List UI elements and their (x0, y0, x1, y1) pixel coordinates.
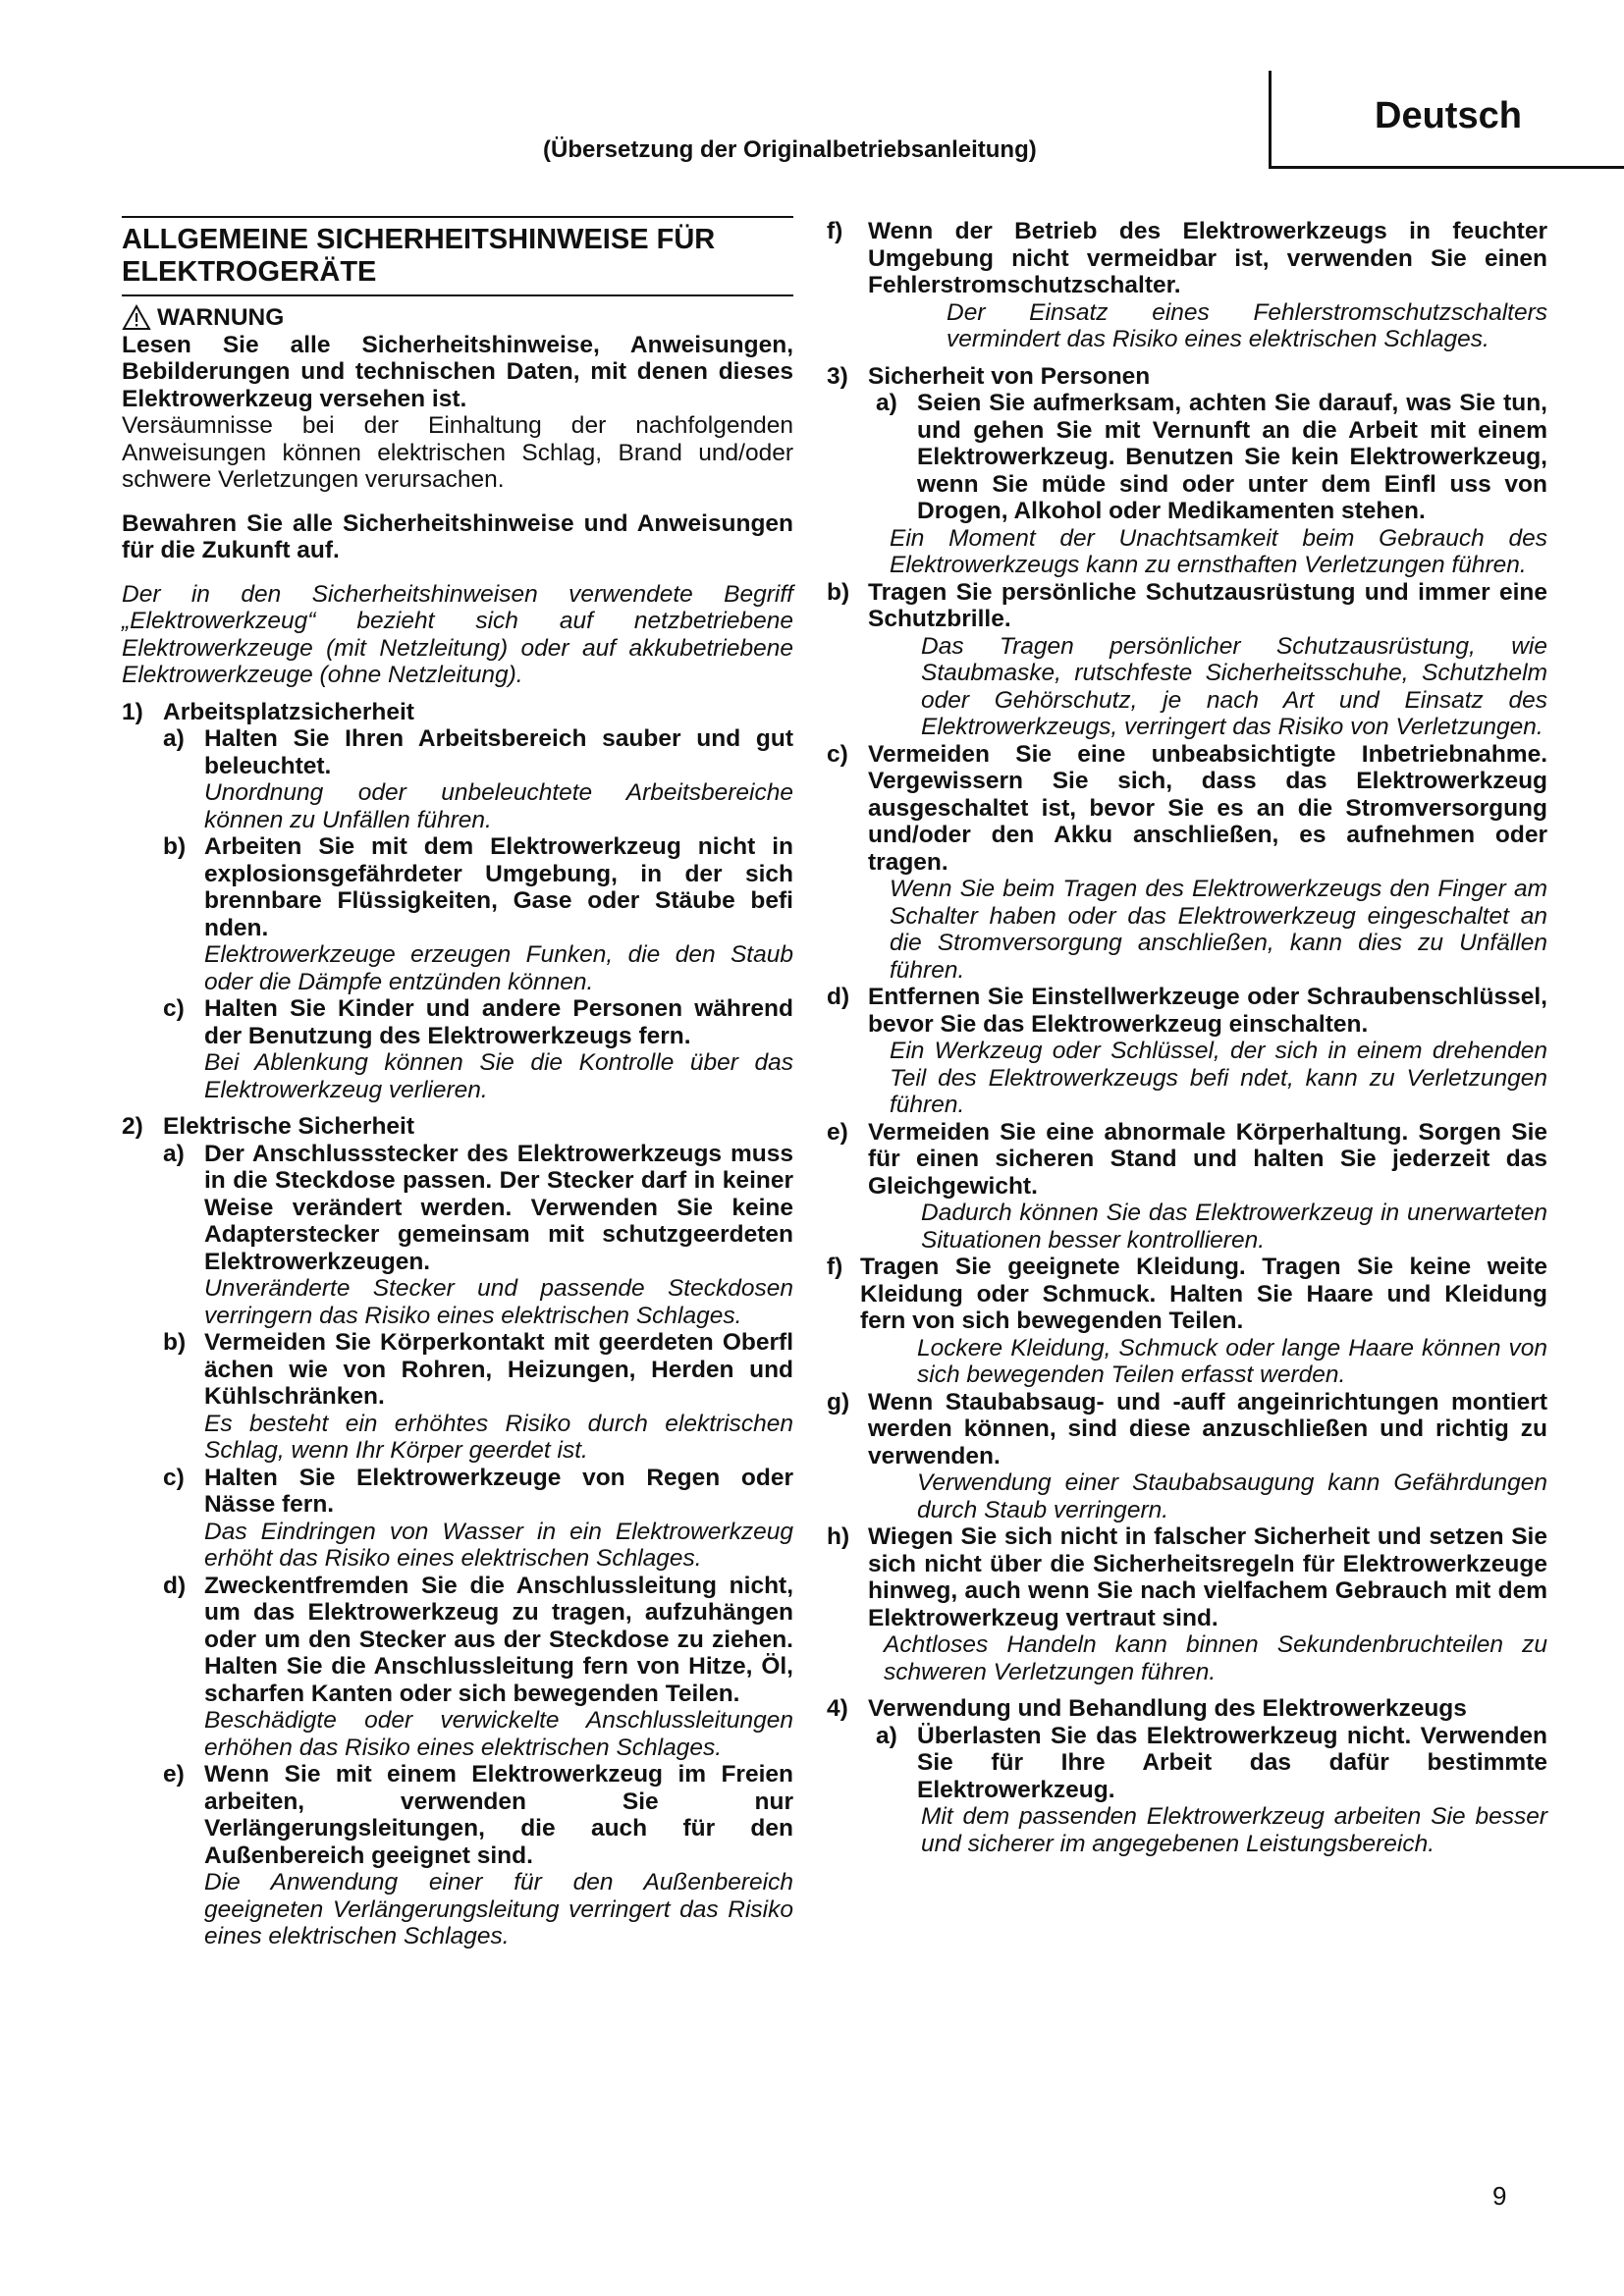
item-note: Das Tragen persönlicher Schutzausrüstung, wie Staubmaske, rutschfeste Sicherheitsschuhe, Schutzhelm oder Gehörschutz, je nach Art und Einsatz des Elektrowerkzeugs, verringert das Risiko von Verletzungen. (921, 632, 1547, 740)
section-title: Sicherheit von Personen (868, 362, 1151, 390)
item-text: Überlasten Sie das Elektrowerkzeug nicht. Verwenden Sie für Ihre Arbeit das dafür bestimmte Elektrowerkzeug. (917, 1722, 1547, 1803)
section-title: Arbeitsplatzsicherheit (163, 698, 414, 725)
list-item (122, 995, 793, 1049)
item-label: e) (163, 1761, 185, 1788)
list-item (122, 1465, 793, 1519)
item-text: Wiegen Sie sich nicht in falscher Sicherheit und setzen Sie sich nicht über die Sicherheitsregeln für Elektrowerkzeuge hinweg, auch wenn Sie nach vielfachem Gebrauch mit dem Elektrowerkzeug vertraut sind. (868, 1523, 1547, 1631)
item-note: Ein Moment der Unachtsamkeit beim Gebrauch des Elektrowerkzeugs kann zu ernsthaften Verletzungen führen. (890, 524, 1547, 578)
item-label: c) (163, 1464, 185, 1491)
warning-text: Versäumnisse bei der Einhaltung der nachfolgenden Anweisungen können elektrischen Schlag, Brand und/oder schwere Verletzungen verursachen. (122, 412, 793, 493)
list-item (827, 1523, 1547, 1631)
item-note: Die Anwendung einer für den Außenbereich geeigneten Verlängerungsleitung verringert das Risiko eines elektrischen Schlages. (204, 1869, 793, 1949)
list-item (827, 1119, 1547, 1201)
item-text: Vermeiden Sie eine unbeabsichtigte Inbetriebnahme. Vergewissern Sie sich, dass das Elektrowerkzeug ausgeschaltet ist, bevor Sie es an die Stromversorgung und/oder den Akku anschließen, es aufnehmen oder tragen. (868, 740, 1547, 876)
list-item (122, 833, 793, 941)
item-text: Arbeiten Sie mit dem Elektrowerkzeug nicht in explosionsgefährdeter Umgebung, in der sich brennbare Flüssigkeiten, Gase oder Stäube befi nden. (204, 833, 793, 941)
item-note: Das Eindringen von Wasser in ein Elektrowerkzeug erhöht das Risiko eines elektrischen Schlages. (204, 1518, 793, 1572)
item-note: Unordnung oder unbeleuchtete Arbeitsbereiche können zu Unfällen führen. (204, 779, 793, 833)
section-number: 4) (827, 1695, 848, 1722)
language-label: Deutsch (1375, 95, 1522, 136)
item-text: Entfernen Sie Einstellwerkzeuge oder Schraubenschlüssel, bevor Sie das Elektrowerkzeug einschalten. (868, 984, 1547, 1038)
item-label: b) (827, 578, 850, 606)
item-text: Halten Sie Ihren Arbeitsbereich sauber und gut beleuchtet. (204, 725, 793, 779)
section-heading (827, 1695, 1547, 1723)
section-title: Elektrische Sicherheit (163, 1113, 415, 1140)
warning-heading (122, 304, 793, 332)
section-number: 3) (827, 362, 848, 390)
list-item (827, 1389, 1547, 1470)
list-item (827, 1723, 1547, 1804)
item-label: c) (163, 995, 185, 1022)
list-item (122, 1761, 793, 1869)
item-label: h) (827, 1523, 850, 1550)
item-note: Unveränderte Stecker und passende Steckdosen verringern das Risiko eines elektrischen Schlages. (204, 1275, 793, 1329)
item-text: Seien Sie aufmerksam, achten Sie darauf, was Sie tun, und gehen Sie mit Vernunft an die Arbeit mit einem Elektrowerkzeug. Benutzen Sie kein Elektrowerkzeug, wenn Sie müde sind oder unter dem Einfl uss von Drogen, Alkohol oder Medikamenten stehen. (917, 390, 1547, 524)
section-heading (122, 1113, 793, 1141)
warning-label: WARNUNG (157, 304, 285, 331)
item-label: a) (163, 1140, 185, 1167)
item-text: Vermeiden Sie Körperkontakt mit geerdeten Oberfl ächen wie von Rohren, Heizungen, Herden und Kühlschränken. (204, 1329, 793, 1410)
section-heading (827, 363, 1547, 391)
item-note: Bei Ablenkung können Sie die Kontrolle über das Elektrowerkzeug verlieren. (204, 1049, 793, 1103)
item-text: Wenn Sie mit einem Elektrowerkzeug im Freien arbeiten, verwenden Sie nur Verlängerungsleitungen, die auch für den Außenbereich geeignet sind. (204, 1761, 793, 1869)
list-item (827, 390, 1547, 525)
list-item (827, 579, 1547, 633)
document-subtitle: (Übersetzung der Originalbetriebsanleitung) (543, 136, 1037, 163)
item-label: d) (163, 1572, 187, 1599)
item-note: Achtloses Handeln kann binnen Sekundenbruchteilen zu schweren Verletzungen führen. (884, 1631, 1547, 1685)
list-item (827, 741, 1547, 877)
list-item (122, 1329, 793, 1411)
item-text: Wenn Staubabsaug- und -auff angeinrichtungen montiert werden können, sind diese anzuschließen und richtig zu verwenden. (868, 1388, 1547, 1469)
item-text: Tragen Sie geeignete Kleidung. Tragen Sie keine weite Kleidung oder Schmuck. Halten Sie Haare und Kleidung fern von sich bewegenden Teilen. (860, 1254, 1547, 1334)
item-note: Dadurch können Sie das Elektrowerkzeug in unerwarteten Situationen besser kontrollieren. (921, 1200, 1547, 1254)
item-label: b) (163, 833, 187, 860)
section-number: 1) (122, 698, 143, 725)
item-text: Halten Sie Kinder und andere Personen während der Benutzung des Elektrowerkzeugs fern. (204, 995, 793, 1049)
item-text: Zweckentfremden Sie die Anschlussleitung nicht, um das Elektrowerkzeug zu tragen, aufzuhängen oder um den Stecker aus der Steckdose zu ziehen. Halten Sie die Anschlussleitung fern von Hitze, Öl, scharfen Kanten oder sich bewegenden Teilen. (204, 1572, 793, 1707)
section-number: 2) (122, 1113, 143, 1140)
item-note: Mit dem passenden Elektrowerkzeug arbeiten Sie besser und sicherer im angegebenen Leistungsbereich. (921, 1803, 1547, 1857)
list-item (122, 1573, 793, 1708)
warning-triangle-icon (122, 304, 151, 331)
item-label: a) (876, 390, 897, 416)
section-title: ALLGEMEINE SICHERHEITSHINWEISE FÜR ELEKTROGERÄTE (122, 216, 793, 296)
list-item (827, 218, 1547, 299)
list-item (827, 1254, 1547, 1335)
list-item (827, 984, 1547, 1038)
item-note: Verwendung einer Staubabsaugung kann Gefährdungen durch Staub verringern. (917, 1469, 1547, 1523)
keep-instructions: Bewahren Sie alle Sicherheitshinweise und Anweisungen für die Zukunft auf. (122, 509, 793, 563)
item-text: Tragen Sie persönliche Schutzausrüstung und immer eine Schutzbrille. (868, 578, 1547, 632)
definition-text: Der in den Sicherheitshinweisen verwendete Begriff „Elektrowerkzeug“ bezieht sich auf netzbetriebene Elektrowerkzeuge (mit Netzleitung) oder auf akkubetriebene Elektrowerkzeuge (ohne Netzleitung). (122, 580, 793, 688)
item-label: e) (827, 1118, 848, 1146)
item-note: Beschädigte oder verwickelte Anschlussleitungen erhöhen das Risiko eines elektrischen Schlages. (204, 1707, 793, 1761)
item-text: Halten Sie Elektrowerkzeuge von Regen oder Nässe fern. (204, 1464, 793, 1518)
item-label: a) (163, 725, 185, 752)
item-label: a) (876, 1722, 897, 1749)
item-text: Wenn der Betrieb des Elektrowerkzeugs in feuchter Umgebung nicht vermeidbar ist, verwenden Sie einen Fehlerstromschutzschalter. (868, 218, 1547, 298)
item-label: c) (827, 740, 848, 768)
item-label: g) (827, 1388, 850, 1415)
section-heading (122, 699, 793, 726)
left-column (122, 216, 793, 1950)
section-title: Verwendung und Behandlung des Elektrowerkzeugs (868, 1695, 1467, 1722)
item-note: Ein Werkzeug oder Schlüssel, der sich in einem drehenden Teil des Elektrowerkzeugs befi ndet, kann zu Verletzungen führen. (890, 1038, 1547, 1118)
right-column (827, 218, 1547, 1857)
item-label: f) (827, 1254, 843, 1280)
item-label: b) (163, 1329, 187, 1356)
list-item (122, 725, 793, 779)
item-note: Elektrowerkzeuge erzeugen Funken, die den Staub oder die Dämpfe entzünden können. (204, 941, 793, 995)
item-note: Wenn Sie beim Tragen des Elektrowerkzeugs den Finger am Schalter haben oder das Elektrowerkzeug eingeschaltet an die Stromversorgung anschließen, kann dies zu Unfällen führen. (890, 876, 1547, 984)
item-label: d) (827, 984, 850, 1010)
warning-bold-text: Lesen Sie alle Sicherheitshinweise, Anweisungen, Bebilderungen und technischen Daten, mit denen dieses Elektrowerkzeug versehen ist. (122, 331, 793, 412)
item-text: Der Anschlussstecker des Elektrowerkzeugs muss in die Steckdose passen. Der Stecker darf in keiner Weise verändert werden. Verwenden Sie keine Adapterstecker gemeinsam mit schutzgeerdeten Elektrowerkzeugen. (204, 1140, 793, 1275)
item-note: Lockere Kleidung, Schmuck oder lange Haare können von sich bewegenden Teilen erfasst werden. (917, 1334, 1547, 1388)
item-note: Der Einsatz eines Fehlerstromschutzschalters vermindert das Risiko eines elektrischen Schlages. (947, 298, 1547, 352)
item-label: f) (827, 218, 843, 244)
list-item (122, 1141, 793, 1276)
item-text: Vermeiden Sie eine abnormale Körperhaltung. Sorgen Sie für einen sicheren Stand und halten Sie jederzeit das Gleichgewicht. (868, 1118, 1547, 1200)
page-number: 9 (1492, 2181, 1507, 2211)
item-note: Es besteht ein erhöhtes Risiko durch elektrischen Schlag, wenn Ihr Körper geerdet ist. (204, 1410, 793, 1464)
